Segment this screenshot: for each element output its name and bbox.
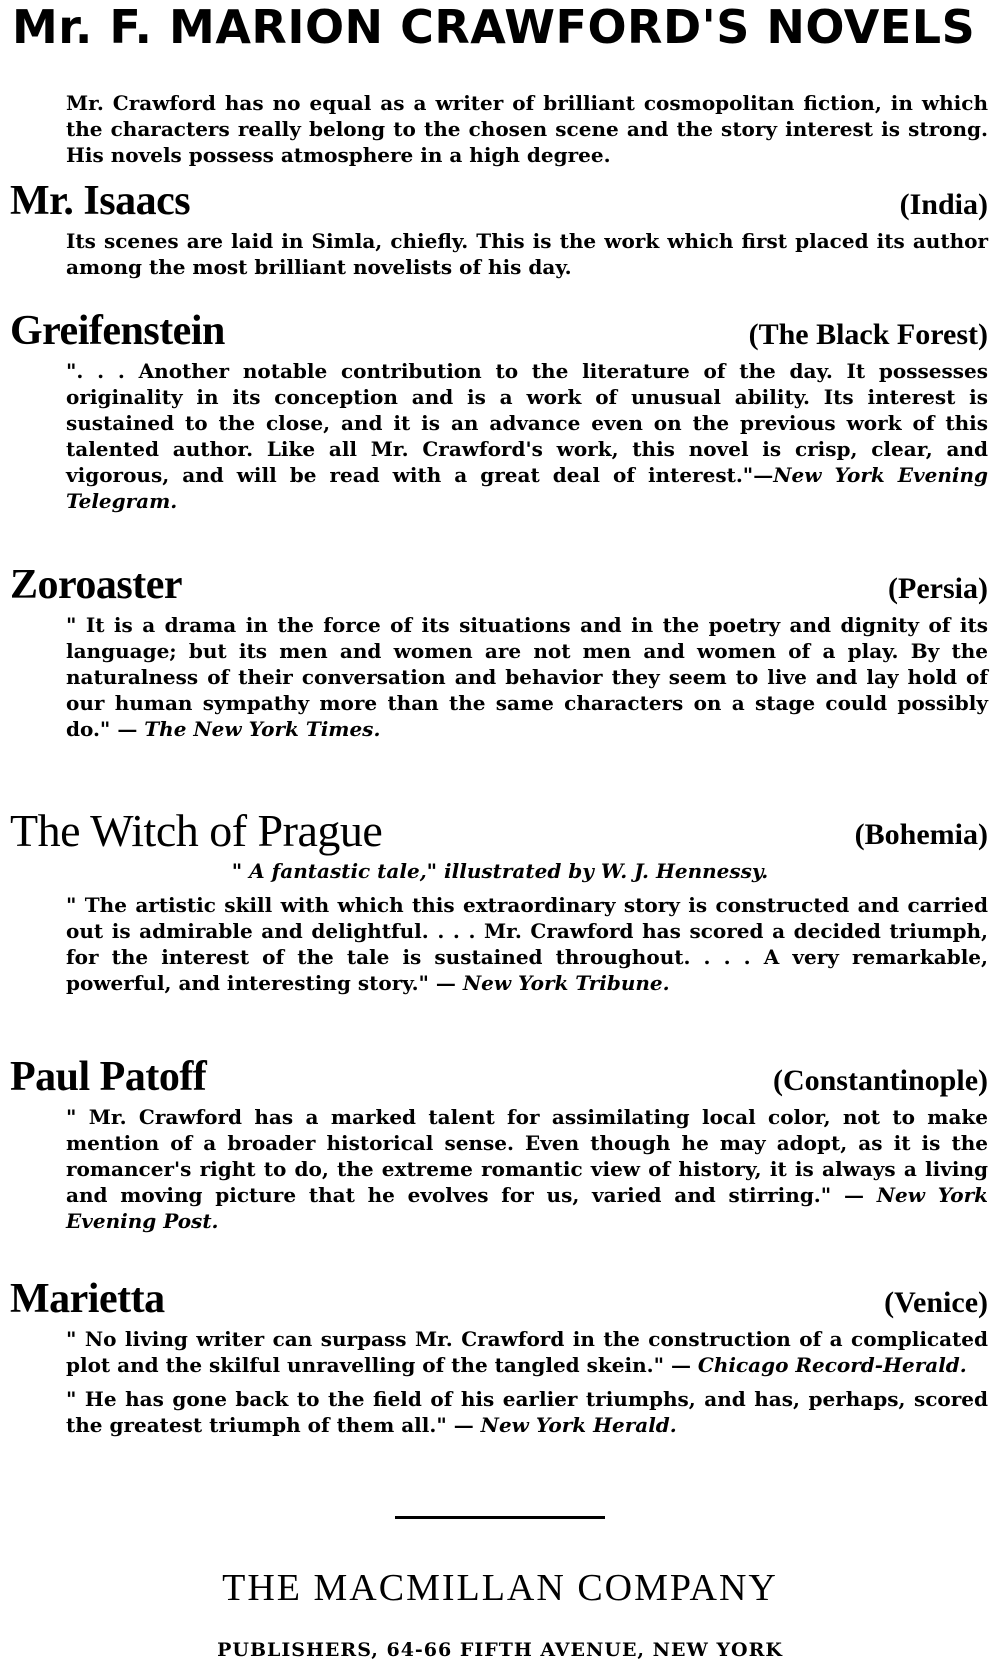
- novel-entry-mr-isaacs: [0, 178, 1000, 288]
- novel-setting: (Bohemia): [854, 818, 988, 851]
- review-source: The New York Times.: [144, 717, 381, 741]
- novel-title: Marietta: [10, 1276, 165, 1322]
- novel-title: The Witch of Prague: [10, 805, 383, 856]
- review-text: " The artistic skill with which this extraordinary story is constructed and carried out is admirable and delightful. . . . Mr. Crawford has scored a decided triumph, for the interest of the tale is sustained throughout. . . . A very remarkable, powerful, and interesting story." —: [66, 893, 988, 995]
- novel-entry-zoroaster: [0, 562, 1000, 750]
- novel-entry-witch-of-prague: [0, 805, 1000, 1004]
- publisher-address: PUBLISHERS, 64-66 FIFTH AVENUE, NEW YORK: [217, 1639, 783, 1661]
- review-text: " He has gone back to the field of his earlier triumphs, and has, perhaps, scored the greatest triumph of them all." —: [66, 1387, 988, 1437]
- novel-entry-paul-patoff: [0, 1054, 1000, 1242]
- novel-review: [66, 1386, 988, 1438]
- intro-paragraph: Mr. Crawford has no equal as a writer of brilliant cosmopolitan fiction, in which the characters really belong to the chosen scene and the story interest is strong. His novels possess atmosphere in a high degree.: [66, 91, 988, 167]
- novel-setting: (Venice): [884, 1286, 988, 1319]
- review-source: New York Evening Telegram.: [66, 463, 989, 513]
- novel-review: [66, 612, 988, 742]
- novel-title-row: [0, 562, 1000, 612]
- novel-entry-greifenstein: [0, 308, 1000, 522]
- novel-title: Paul Patoff: [10, 1054, 207, 1100]
- publisher-name: THE MACMILLAN COMPANY: [222, 1567, 778, 1609]
- novel-title: Zoroaster: [10, 562, 183, 608]
- review-source: New York Herald.: [480, 1413, 677, 1437]
- novel-title-row: [0, 178, 1000, 228]
- review-source: New York Tribune.: [462, 971, 670, 995]
- review-text: " It is a drama in the force of its situations and in the poetry and dignity of its language; but its men and women are not men and women of a play. By the naturalness of their conversation and behavior they seem to live and lay hold of our human sympathy more than the same characters on a stage could possibly do." —: [66, 613, 988, 741]
- novel-title-row: [0, 1054, 1000, 1104]
- novel-setting: (Persia): [888, 572, 988, 605]
- novel-setting: (The Black Forest): [748, 318, 988, 351]
- novel-review: [66, 1326, 988, 1378]
- novel-title: Mr. Isaacs: [10, 178, 191, 224]
- review-text: " Mr. Crawford has a marked talent for assimilating local color, not to make mention of a broader historical sense. Even though he may adopt, as it is the romancer's right to do, the extreme romantic view of history, it is always a living and moving picture that he evolves for us, varied and stirring." —: [66, 1105, 988, 1207]
- novel-review: [66, 228, 988, 280]
- novel-entry-marietta: [0, 1276, 1000, 1446]
- novel-title: Greifenstein: [10, 308, 225, 354]
- review-source: New York Evening Post.: [66, 1183, 988, 1233]
- review-text: Its scenes are laid in Simla, chiefly. This is the work which first placed its author among the most brilliant novelists of his day.: [66, 229, 988, 279]
- page-heading: Mr. F. MARION CRAWFORD'S NOVELS: [12, 0, 976, 54]
- novel-review: [66, 358, 988, 514]
- novel-title-row: [0, 1276, 1000, 1326]
- novel-setting: (India): [899, 188, 988, 221]
- review-source: Chicago Record-Herald.: [697, 1353, 967, 1377]
- illustration-note: " A fantastic tale," illustrated by W. J. Hennessy.: [231, 859, 769, 883]
- novel-title-row: [0, 805, 1000, 858]
- review-text: ". . . Another notable contribution to the literature of the day. It possesses originality in its conception and is a work of unusual ability. Its interest is sustained to the close, and it is an advance even on the previous work of this talented author. Like all Mr. Crawford's work, this novel is crisp, clear, and vigorous, and will be read with a great deal of interest."—: [66, 359, 988, 487]
- novel-review: [66, 892, 988, 996]
- section-divider: [395, 1516, 605, 1519]
- novel-review: [66, 1104, 988, 1234]
- novel-title-row: [0, 308, 1000, 358]
- novel-setting: (Constantinople): [772, 1064, 988, 1097]
- review-text: " No living writer can surpass Mr. Crawford in the construction of a complicated plot and the skilful unravelling of the tangled skein." —: [66, 1327, 988, 1377]
